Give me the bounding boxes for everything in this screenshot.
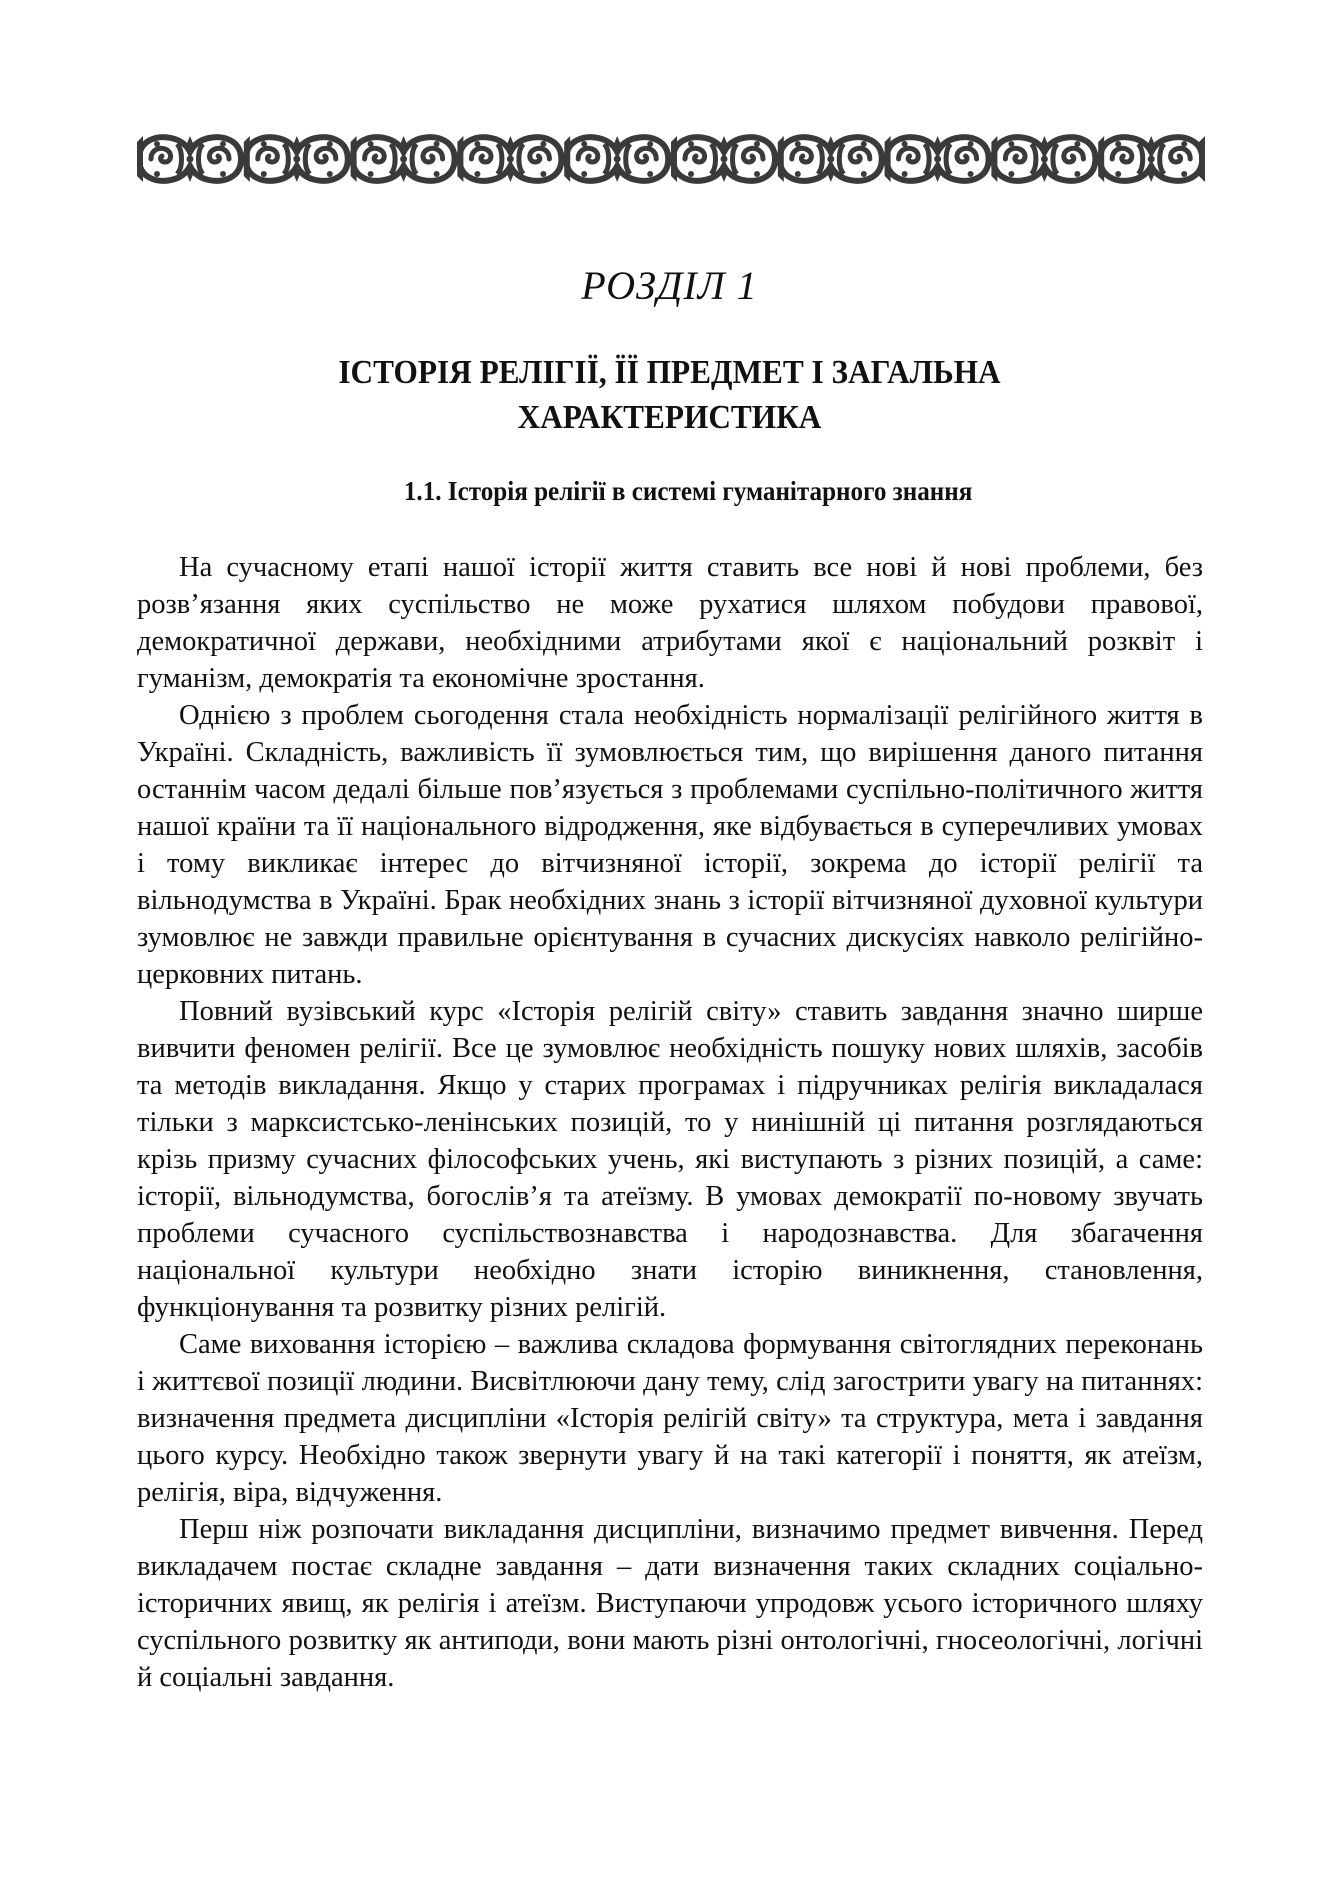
chapter-title-line: ІСТОРІЯ РЕЛІГІЇ, ЇЇ ПРЕДМЕТ І ЗАГАЛЬНА: [338, 354, 1001, 391]
paragraph: На сучасному етапі нашої історії життя ставить все нові й нові проблеми, без розв’язання яких суспільство не може рухатися шляхом побудови правової, демократичної держави, необхідними атрибутами якої є національний розквіт і гуманізм, демократія та економічне зростання.: [137, 552, 1203, 694]
chapter-title: [54, 350, 1286, 440]
chapter-label: РОЗДІЛ 1: [581, 263, 758, 308]
paragraph: Саме виховання історією – важлива складова формування світоглядних переконань і життєвої позиції людини. Висвітлюючи дану тему, слід загострити увагу на питаннях: визначення предмета дисципліни «Історія релігій світу» та структура, мета і завдання цього курсу. Необхідно також звернути увагу й на такі категорії і поняття, як атеїзм, релігія, віра, відчуження.: [137, 1329, 1203, 1508]
decorative-border-ornament: [137, 132, 1205, 186]
paragraph: Перш ніж розпочати викладання дисципліни, визначимо предмет вивчення. Перед викладачем постає складне завдання – дати визначення таких складних соціально-історичних явищ, як релігія і атеїзм. Виступаючи упродовж усього історичного шляху суспільного розвитку як антиподи, вони мають різні онтологічні, гносеологічні, логічні й соціальні завдання.: [137, 1514, 1203, 1693]
paragraph: Повний вузівський курс «Історія релігій світу» ставить завдання значно ширше вивчити феномен релігії. Все це зумовлює необхідність пошуку нових шляхів, засобів та методів викладання. Якщо у старих програмах і підручниках релігія викладалася тільки з марксистсько-ленінських позицій, то у нинішній ці питання розглядаються крізь призму сучасних філософських учень, які виступають з різних позицій, а саме: історії, вільнодумства, богослів’я та атеїзму. В умовах демократії по-новому звучать проблеми сучасного суспільствознавства і народознавства. Для збагачення національної культури необхідно знати історію виникнення, становлення, функціонування та розвитку різних релігій.: [137, 996, 1203, 1323]
body-text: [137, 549, 1203, 1696]
chapter-title-line: ХАРАКТЕРИСТИКА: [517, 399, 822, 436]
paragraph: Однією з проблем сьогодення стала необхідність нормалізації релігійного життя в Україні. Складність, важливість її зумовлюється тим, що вирішення даного питання останнім часом дедалі більше пов’язується з проблемами суспільно-політичного життя нашої країни та її національного відродження, яке відбувається в суперечливих умовах і тому викликає інтерес до вітчизняної історії, зокрема до історії релігії та вільнодумства в Україні. Брак необхідних знань з історії вітчизняної духовної культури зумовлює не завжди правильне орієнтування в сучасних дискусіях навколо релігійно-церковних питань.: [137, 700, 1203, 990]
section-heading: 1.1. Історія релігії в системі гуманітарного знання: [403, 476, 973, 506]
floral-ornament-icon: [137, 132, 1205, 186]
